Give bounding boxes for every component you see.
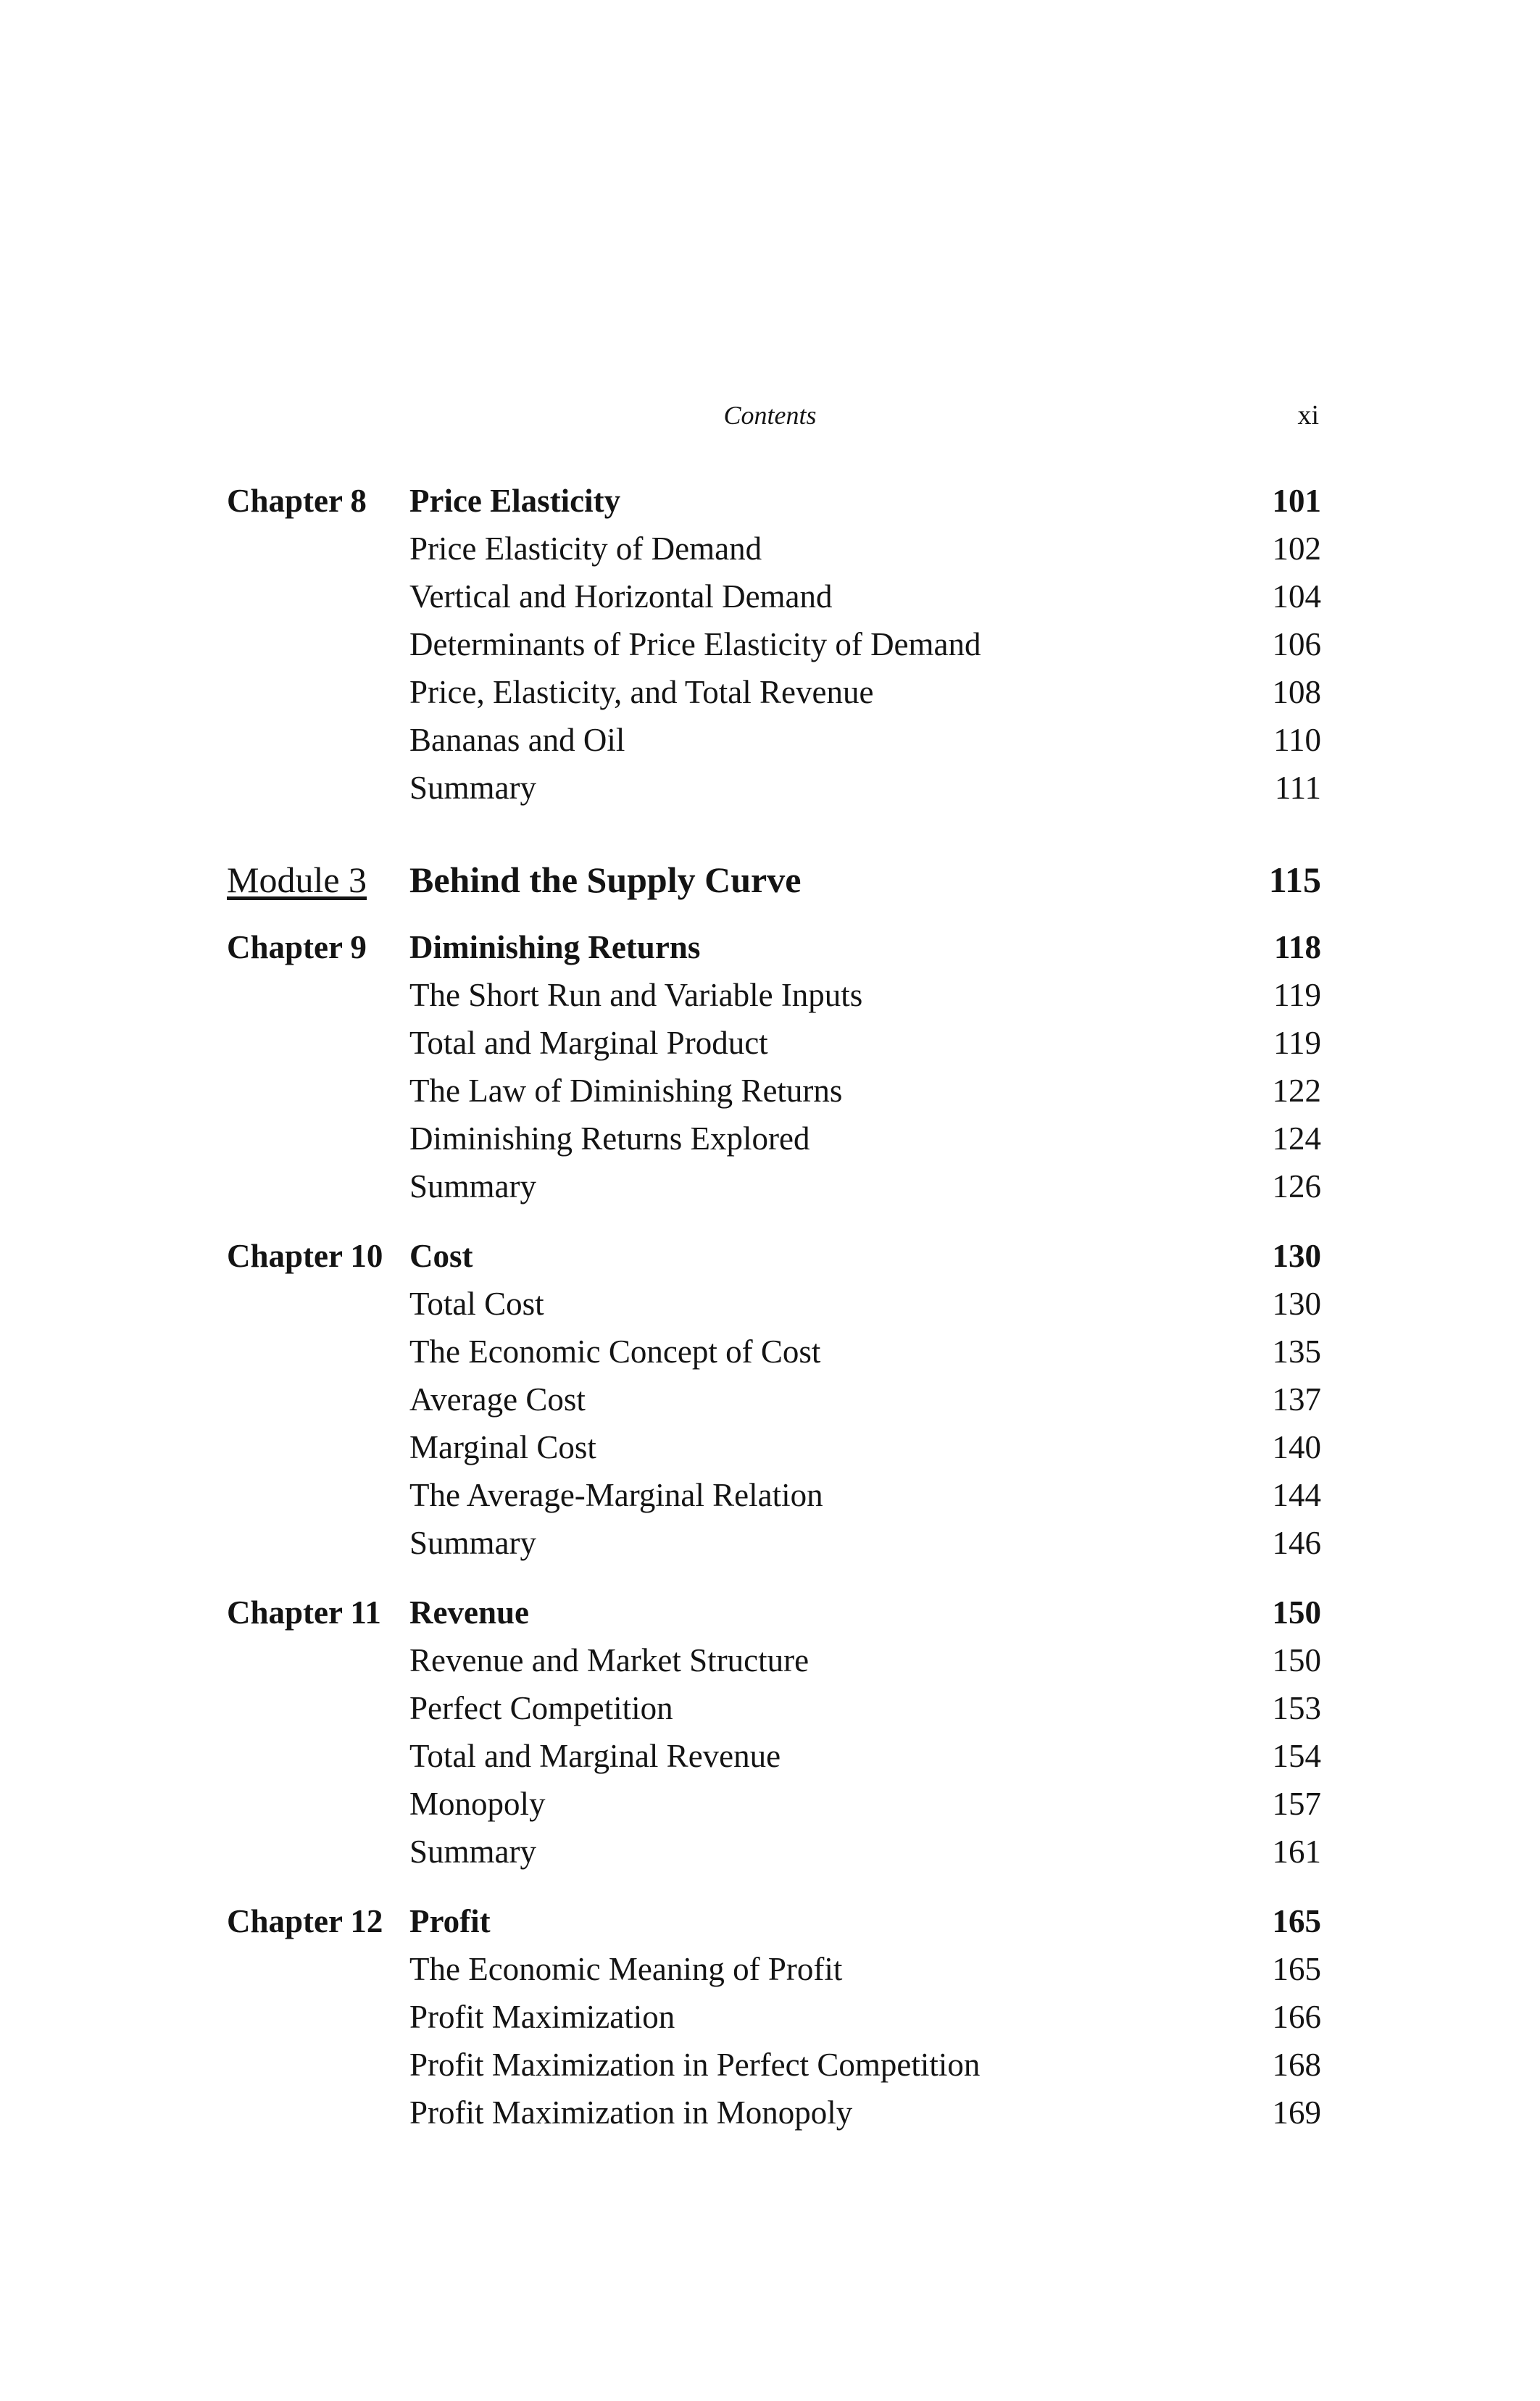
toc-entry[interactable]: [227, 1067, 1321, 1115]
toc-entry[interactable]: [227, 1019, 1321, 1067]
entry-page: 154: [1272, 1738, 1321, 1774]
entry-title: Total and Marginal Product: [409, 1025, 768, 1061]
entry-title: Summary: [409, 1834, 536, 1870]
chapter-title: Cost: [409, 1238, 473, 1274]
chapter-page: 150: [1272, 1594, 1321, 1631]
entry-page: 124: [1272, 1120, 1321, 1157]
chapter-title: Profit: [409, 1903, 491, 1939]
toc-entry[interactable]: [227, 1328, 1321, 1376]
entry-title: Marginal Cost: [409, 1429, 596, 1465]
entry-title: Price Elasticity of Demand: [409, 530, 762, 567]
toc-entry[interactable]: [227, 1162, 1321, 1210]
entry-title: Revenue and Market Structure: [409, 1642, 809, 1678]
entry-page: 166: [1272, 1999, 1321, 2035]
entry-title: Summary: [409, 1525, 536, 1561]
entry-title: Price, Elasticity, and Total Revenue: [409, 674, 874, 710]
entry-page: 108: [1272, 674, 1321, 710]
toc-entry[interactable]: [227, 1471, 1321, 1519]
entry-page: 119: [1273, 1025, 1321, 1061]
running-title: Contents: [723, 401, 817, 430]
entry-title: Diminishing Returns Explored: [409, 1120, 810, 1157]
chapter-9-heading[interactable]: [227, 923, 1321, 971]
toc-entry[interactable]: [227, 620, 1321, 668]
chapter-label: Chapter 12: [227, 1903, 383, 1939]
entry-title: Bananas and Oil: [409, 722, 625, 758]
entry-title: Perfect Competition: [409, 1690, 673, 1726]
entry-title: Profit Maximization: [409, 1999, 675, 2035]
chapter-page: 130: [1272, 1238, 1321, 1274]
toc-entry[interactable]: [227, 668, 1321, 716]
toc-entry[interactable]: [227, 1684, 1321, 1732]
chapter-page: 165: [1272, 1903, 1321, 1939]
entry-title: The Average-Marginal Relation: [409, 1477, 823, 1513]
entry-title: Profit Maximization in Monopoly: [409, 2094, 853, 2131]
toc-entry[interactable]: [227, 573, 1321, 620]
entry-page: 119: [1273, 977, 1321, 1013]
entry-title: Determinants of Price Elasticity of Demand: [409, 626, 981, 662]
entry-title: Total and Marginal Revenue: [409, 1738, 781, 1774]
entry-title: Total Cost: [409, 1286, 544, 1322]
toc-entry[interactable]: [227, 1519, 1321, 1567]
entry-page: 137: [1272, 1381, 1321, 1418]
entry-page: 169: [1272, 2094, 1321, 2131]
page-number: xi: [1297, 400, 1319, 430]
toc-entry[interactable]: [227, 971, 1321, 1019]
entry-page: 161: [1272, 1834, 1321, 1870]
running-head: [0, 394, 1540, 437]
chapter-11-heading[interactable]: [227, 1589, 1321, 1636]
entry-page: 153: [1272, 1690, 1321, 1726]
toc-entry[interactable]: [227, 2041, 1321, 2089]
entry-page: 146: [1272, 1525, 1321, 1561]
chapter-title: Price Elasticity: [409, 483, 621, 519]
entry-page: 165: [1272, 1951, 1321, 1987]
module-page: 115: [1268, 860, 1321, 900]
entry-title: The Economic Concept of Cost: [409, 1333, 821, 1370]
toc-entry[interactable]: [227, 716, 1321, 764]
toc-entry[interactable]: [227, 1945, 1321, 1993]
toc-entry[interactable]: [227, 1993, 1321, 2041]
entry-page: 130: [1272, 1286, 1321, 1322]
toc-entry[interactable]: [227, 1732, 1321, 1780]
entry-title: Profit Maximization in Perfect Competition: [409, 2047, 981, 2083]
chapter-10-heading[interactable]: [227, 1232, 1321, 1280]
entry-title: Vertical and Horizontal Demand: [409, 578, 833, 615]
entry-page: 106: [1272, 626, 1321, 662]
chapter-label: Chapter 11: [227, 1594, 381, 1631]
entry-page: 144: [1272, 1477, 1321, 1513]
toc-entry[interactable]: [227, 1636, 1321, 1684]
toc-entry[interactable]: [227, 1828, 1321, 1876]
chapter-title: Diminishing Returns: [409, 929, 701, 965]
entry-page: 157: [1272, 1786, 1321, 1822]
entry-page: 102: [1272, 530, 1321, 567]
chapter-title: Revenue: [409, 1594, 529, 1631]
chapter-page: 101: [1272, 483, 1321, 519]
entry-page: 150: [1272, 1642, 1321, 1678]
entry-title: The Economic Meaning of Profit: [409, 1951, 843, 1987]
entry-page: 168: [1272, 2047, 1321, 2083]
toc-entry[interactable]: [227, 1780, 1321, 1828]
entry-title: Monopoly: [409, 1786, 546, 1822]
chapter-label: Chapter 10: [227, 1238, 383, 1274]
chapter-8-heading[interactable]: [227, 477, 1321, 525]
module-label: Module 3: [227, 860, 367, 900]
toc-entry[interactable]: [227, 764, 1321, 812]
module-3-heading[interactable]: [227, 852, 1321, 907]
entry-page: 111: [1274, 770, 1321, 806]
chapter-label: Chapter 8: [227, 483, 367, 519]
entry-page: 104: [1272, 578, 1321, 615]
toc-entry[interactable]: [227, 525, 1321, 573]
entry-page: 126: [1272, 1168, 1321, 1204]
entry-page: 135: [1272, 1333, 1321, 1370]
toc-entry[interactable]: [227, 2089, 1321, 2136]
module-title: Behind the Supply Curve: [409, 860, 802, 900]
toc-entry[interactable]: [227, 1115, 1321, 1162]
entry-title: Summary: [409, 1168, 536, 1204]
chapter-page: 118: [1273, 929, 1321, 965]
toc-entry[interactable]: [227, 1376, 1321, 1423]
chapter-12-heading[interactable]: [227, 1897, 1321, 1945]
entry-title: Summary: [409, 770, 536, 806]
entry-page: 122: [1272, 1073, 1321, 1109]
toc-entry[interactable]: [227, 1423, 1321, 1471]
entry-page: 110: [1273, 722, 1321, 758]
table-of-contents: [227, 477, 1321, 2136]
entry-title: The Short Run and Variable Inputs: [409, 977, 863, 1013]
entry-page: 140: [1272, 1429, 1321, 1465]
toc-entry[interactable]: [227, 1280, 1321, 1328]
entry-title: The Law of Diminishing Returns: [409, 1073, 843, 1109]
entry-title: Average Cost: [409, 1381, 586, 1418]
chapter-label: Chapter 9: [227, 929, 367, 965]
